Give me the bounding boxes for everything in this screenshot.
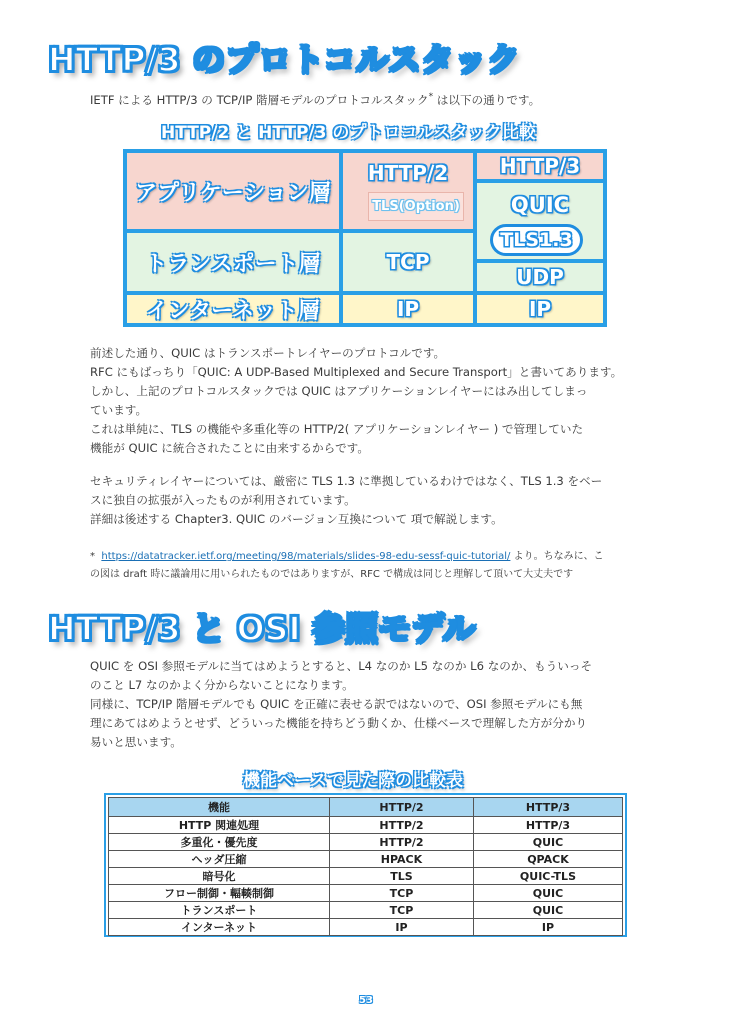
- cell-feature: トランスポート: [109, 902, 330, 919]
- section-title-protocol-stack: HTTP/3 のプロトコルスタック: [48, 40, 520, 79]
- http3-quic: QUIC: [477, 183, 603, 259]
- http2-ip: IP: [343, 295, 473, 323]
- body-line: 同様に、TCP/IP 階層モデルでも QUIC を正確に表せる訳ではないので、OSI 参照モデルにも無: [90, 697, 583, 711]
- footnote-line2: の図は draft 時に議論用に用いられたものではありますが、RFC で構成は同じと理解して頂いて大丈夫です: [90, 569, 574, 580]
- cell-http2: HTTP/2: [330, 834, 474, 851]
- table-row: [109, 902, 623, 919]
- body-paragraph-1: [90, 344, 664, 458]
- body-line: 理にあてはめようとせず、どういった機能を持ちどう動くか、仕様ベースで理解した方が分かり: [90, 716, 588, 730]
- page-number: 53: [359, 995, 373, 1006]
- body-line: ています。: [90, 403, 148, 417]
- cell-feature: 多重化・優先度: [109, 834, 330, 851]
- intro-text-tail: は以下の通りです。: [433, 92, 541, 107]
- http2-tcp: TCP: [343, 233, 473, 291]
- cell-http2: TLS: [330, 868, 474, 885]
- cell-feature: フロー制御・輻輳制御: [109, 885, 330, 902]
- table-header-row: [109, 798, 623, 817]
- cell-http2: IP: [330, 919, 474, 936]
- cell-feature: ヘッダ圧縮: [109, 851, 330, 868]
- body-line: これは単純に、TLS の機能や多重化等の HTTP/2( アプリケーションレイヤー ) で管理していた: [90, 422, 584, 436]
- cell-http2: HPACK: [330, 851, 474, 868]
- header-http3: HTTP/3: [473, 798, 622, 817]
- cell-http2: HTTP/2: [330, 817, 474, 834]
- cell-http3: QUIC: [473, 834, 622, 851]
- body-paragraph-2: [90, 472, 664, 529]
- table-row: [109, 885, 623, 902]
- http3-udp: UDP: [477, 263, 603, 291]
- http3-label: HTTP/3: [477, 153, 603, 179]
- http2-tls-option: TLS(Option): [368, 192, 464, 221]
- intro-text: IETF による HTTP/3 の TCP/IP 階層モデルのプロトコルスタック: [90, 92, 429, 107]
- section-title-osi-model: HTTP/3 と OSI 参照モデル: [48, 609, 476, 648]
- body-line: 機能が QUIC に統合されたことに由来するからです。: [90, 441, 369, 455]
- cell-http3: QUIC: [473, 885, 622, 902]
- osi-paragraph: [90, 657, 664, 752]
- table-row: [109, 868, 623, 885]
- cell-http2: TCP: [330, 885, 474, 902]
- cell-feature: 暗号化: [109, 868, 330, 885]
- cell-http3: QUIC: [473, 902, 622, 919]
- cell-feature: インターネット: [109, 919, 330, 936]
- stack-diagram-title: HTTP/2 と HTTP/3 のプトロコルスタック比較: [161, 123, 536, 143]
- body-line: スに独自の拡張が入ったものが利用されています。: [90, 493, 356, 507]
- body-line: QUIC を OSI 参照モデルに当てはめようとすると、L4 なのか L5 なのか L6 なのか、もういっそ: [90, 659, 593, 673]
- cell-http3: IP: [473, 919, 622, 936]
- footnote-mark: *: [90, 551, 95, 562]
- body-line: 易いと思います。: [90, 735, 182, 749]
- cell-feature: HTTP 関連処理: [109, 817, 330, 834]
- layer-application: アプリケーション層: [127, 153, 339, 229]
- cell-http3: QPACK: [473, 851, 622, 868]
- table-row: [109, 919, 623, 936]
- body-line: RFC にもばっちり「QUIC: A UDP-Based Multiplexed and Secure Transport」と書いてあります。: [90, 365, 623, 379]
- compare-table-title: 機能ベースで見た際の比較表: [243, 771, 464, 791]
- body-line: 詳細は後述する Chapter3. QUIC のバージョン互換について 項で解説します。: [90, 512, 503, 526]
- footnote-link[interactable]: https://datatracker.ietf.org/meeting/98/materials/slides-98-edu-sessf-quic-tutorial/: [101, 551, 511, 562]
- layer-transport: トランスポート層: [127, 233, 339, 291]
- table-row: [109, 851, 623, 868]
- table-row: [109, 834, 623, 851]
- cell-http3: HTTP/3: [473, 817, 622, 834]
- header-feature: 機能: [109, 798, 330, 817]
- body-line: のこと L7 なのかよく分からないことになります。: [90, 678, 354, 692]
- protocol-stack-diagram: [123, 149, 607, 327]
- body-line: セキュリティレイヤーについては、厳密に TLS 1.3 に準拠しているわけではなく、TLS 1.3 をベー: [90, 474, 603, 488]
- http3-ip: IP: [477, 295, 603, 323]
- compare-table: [108, 797, 623, 936]
- header-http2: HTTP/2: [330, 798, 474, 817]
- body-line: 前述した通り、QUIC はトランスポートレイヤーのプロトコルです。: [90, 346, 446, 360]
- footnote-marker[interactable]: *: [428, 92, 434, 102]
- body-line: しかし、上記のプロトコルスタックでは QUIC はアプリケーションレイヤーにはみ出してしまっ: [90, 384, 588, 398]
- table-row: [109, 817, 623, 834]
- layer-internet: インターネット層: [127, 295, 339, 323]
- http3-tls13: TLS1.3: [490, 224, 583, 256]
- footnote: [90, 548, 670, 584]
- cell-http2: TCP: [330, 902, 474, 919]
- footnote-text: より。ちなみに、こ: [510, 551, 604, 562]
- cell-http3: QUIC-TLS: [473, 868, 622, 885]
- http2-label: HTTP/2: [367, 161, 449, 185]
- intro-paragraph: [90, 88, 664, 110]
